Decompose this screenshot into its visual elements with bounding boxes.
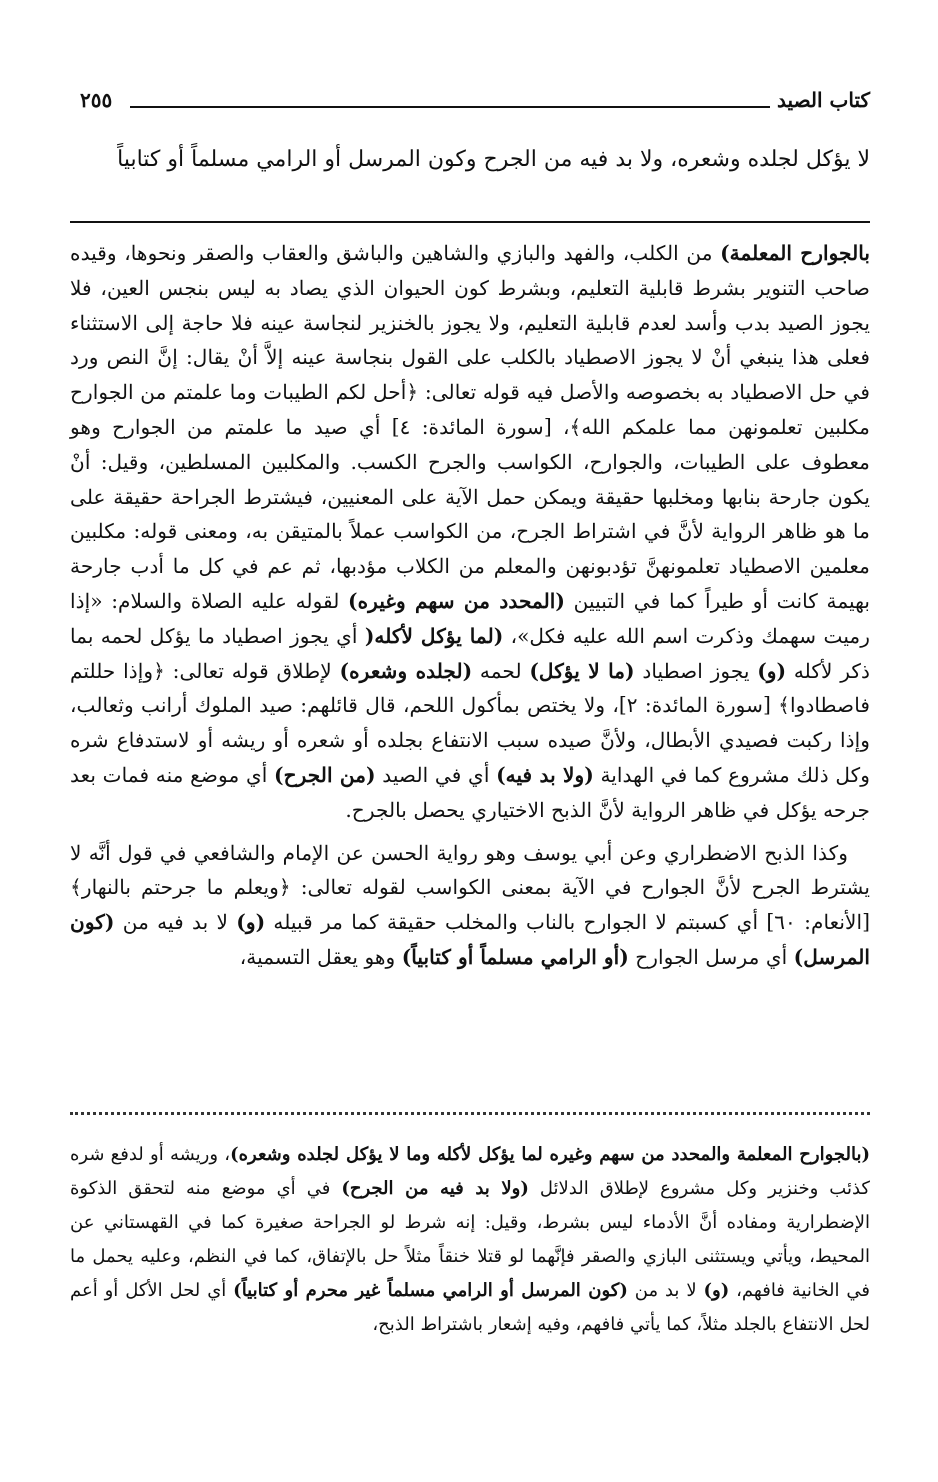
text-run: وهو يعقل التسمية،: [239, 944, 402, 969]
bold-quote: (ما لا يؤكل): [529, 658, 635, 683]
text-run: أي لحل الأكل أو أعم لحل الانتفاع بالجلد مثلاً، كما يأتي فافهم، وفيه إشعار باشتراط الذبح،: [70, 1280, 870, 1335]
commentary-paragraph-1: [70, 236, 870, 828]
running-header: [70, 86, 870, 120]
bold-quote: (كون المرسل أو الرامي مسلماً غير محرم أو كتابياً): [233, 1280, 628, 1301]
text-run: أي يجوز اصطياد ما يؤكل لحمه بما ذكر لأكله: [70, 623, 870, 683]
bold-quote: (و): [757, 658, 787, 683]
text-run: أي في الصيد: [375, 762, 497, 787]
text-run: وكذا الذبح الاضطراري وعن أبي يوسف وهو رواية الحسن عن الإمام والشافعي في قول أنَّه لا يشترط الجرح لأنَّ الجوارح في الآية بمعنى الكواسب لقوله تعالى: ﴿ويعلم ما جرحتم بالنهار﴾ [الأنعام: ٦٠] أي كسبتم لا الجوارح بالناب والمخلب حقيقة كما مر قبيله: [70, 840, 871, 935]
bold-quote: (ولا بد فيه من الجرح): [341, 1178, 529, 1199]
text-run: لحمه: [472, 658, 530, 683]
text-run: لإطلاق قوله تعالى: ﴿وإذا حللتم فاصطادوا﴾ [سورة المائدة: ٢]، ولا يختص بمأكول اللحم، قال قائلهم: صيد الملوك أرانب وثعالب، وإذا ركبت فصيدي الأبطال، ولأنَّ صيده سبب الانتفاع بجلده أو شعره أو ريشه أو لاستدفاع شره وكل ذلك مشروع كما في الهداية: [70, 658, 870, 787]
bold-quote: (من الجرح): [274, 762, 376, 787]
footnote-separator: [70, 1112, 870, 1115]
text-run: ، وريشه أو لدفع شره كذئب وخنزير وكل مشروع لإطلاق الدلائل: [70, 1144, 870, 1199]
text-run: لا بد فيه من: [114, 910, 237, 935]
text-run: من الكلب، والفهد والبازي والشاهين والباشق والعقاب والصقر ونحوها، وقيده صاحب التنوير بشرط قابلية التعليم، وبشرط كون الحيوان الذي يصاد به ليس بنجس العين، فلا يجوز الصيد بدب وأسد لعدم قابلية التعليم، ولا يجوز بالخنزير لنجاسة عينه فلا حاجة إلى الاستثناء فعلى هذا ينبغي أنْ لا يجوز الاصطياد بالكلب على القول بنجاسة عينه إلاَّ أنْ يقال: إنَّ النص ورد في حل الاصطياد به بخصوصه والأصل فيه قوله تعالى: ﴿أحل لكم الطيبات وما علمتم من الجوارح مكلبين تعلمونهن مما علمكم الله﴾، [سورة المائدة: ٤] أي صيد ما علمتم من الجوارح وهو معطوف على الطيبات، والجوارح، الكواسب والجرح الكسب. والمكلبين المسلطين، وقيل: أنْ يكون جارحة بنابها ومخلبها حقيقة ويمكن حمل الآية على المعنيين، فيشترط الجراحة حقيقة على ما هو ظاهر الرواية لأنَّ في اشتراط الجرح، من الكواسب عملاً بالمتيقن به، ومعنى قوله: مكلبين معلمين الاصطياد تعلمونهنَّ تؤدبونهن والمعلم من الكلاب مؤدبها، ثم عم في كل ما أدب جارحة بهيمة كانت أو طيراً كما في التبيين: [70, 241, 871, 613]
text-run: لقوله عليه الصلاة والسلام: «إذا رميت سهمك وذكرت اسم الله عليه فكل»،: [70, 588, 870, 648]
text-run: يجوز اصطياد: [634, 658, 758, 683]
bold-quote: بالجوارح المعلمة): [720, 241, 870, 265]
bold-quote: (بالجوارح المعلمة والمحدد من سهم وغيره لما يؤكل لأكله وما لا يؤكل لجلده وشعره): [230, 1144, 870, 1165]
bold-quote: (المحدد من سهم وغيره): [348, 588, 565, 613]
bold-quote: (كون المرسل): [70, 910, 870, 969]
main-text: لا يؤكل لجلده وشعره، ولا بد فيه من الجرح وكون المرسل أو الرامي مسلماً أو كتابياً: [117, 147, 870, 172]
marginal-gloss: [70, 1138, 870, 1342]
main-separator: [70, 221, 870, 223]
bold-quote: (لجلده وشعره): [339, 658, 473, 683]
bold-quote: (لما يؤكل لأكله(: [364, 623, 504, 648]
bold-quote: (أو الرامي مسلماً أو كتابياً): [401, 944, 629, 969]
bold-quote: (و): [703, 1280, 730, 1301]
bold-quote: (ولا بد فيه): [496, 762, 594, 787]
text-run: في أي موضع منه لتحقق الذكوة الإضطرارية ومفاده أنَّ الأدماء ليس بشرط، وقيل: إنه شرط لو الجراحة صغيرة كما في القهستاني عن المحيط، ويأتي ويستثنى البازي والصقر فإنَّهما لو قتلا خنقاً مثلاً حل بالإتفاق، كما في النظم، وعليه يحمل ما في الخانية فافهم،: [70, 1178, 870, 1301]
text-run: لا بد من: [627, 1280, 704, 1301]
commentary: [70, 236, 870, 975]
header-rule: [130, 106, 770, 108]
text-run: أي مرسل الجوارح: [628, 944, 794, 969]
page-number: ٢٥٥: [80, 88, 113, 112]
chapter-title: كتاب الصيد: [777, 88, 870, 112]
gloss-paragraph: [70, 1138, 870, 1342]
text-run: أي موضع منه فمات بعد جرحه يؤكل في ظاهر الرواية لأنَّ الذبح الاختياري يحصل بالجرح.: [70, 762, 870, 822]
bold-quote: (و): [236, 910, 266, 935]
commentary-paragraph-2: [70, 836, 870, 975]
